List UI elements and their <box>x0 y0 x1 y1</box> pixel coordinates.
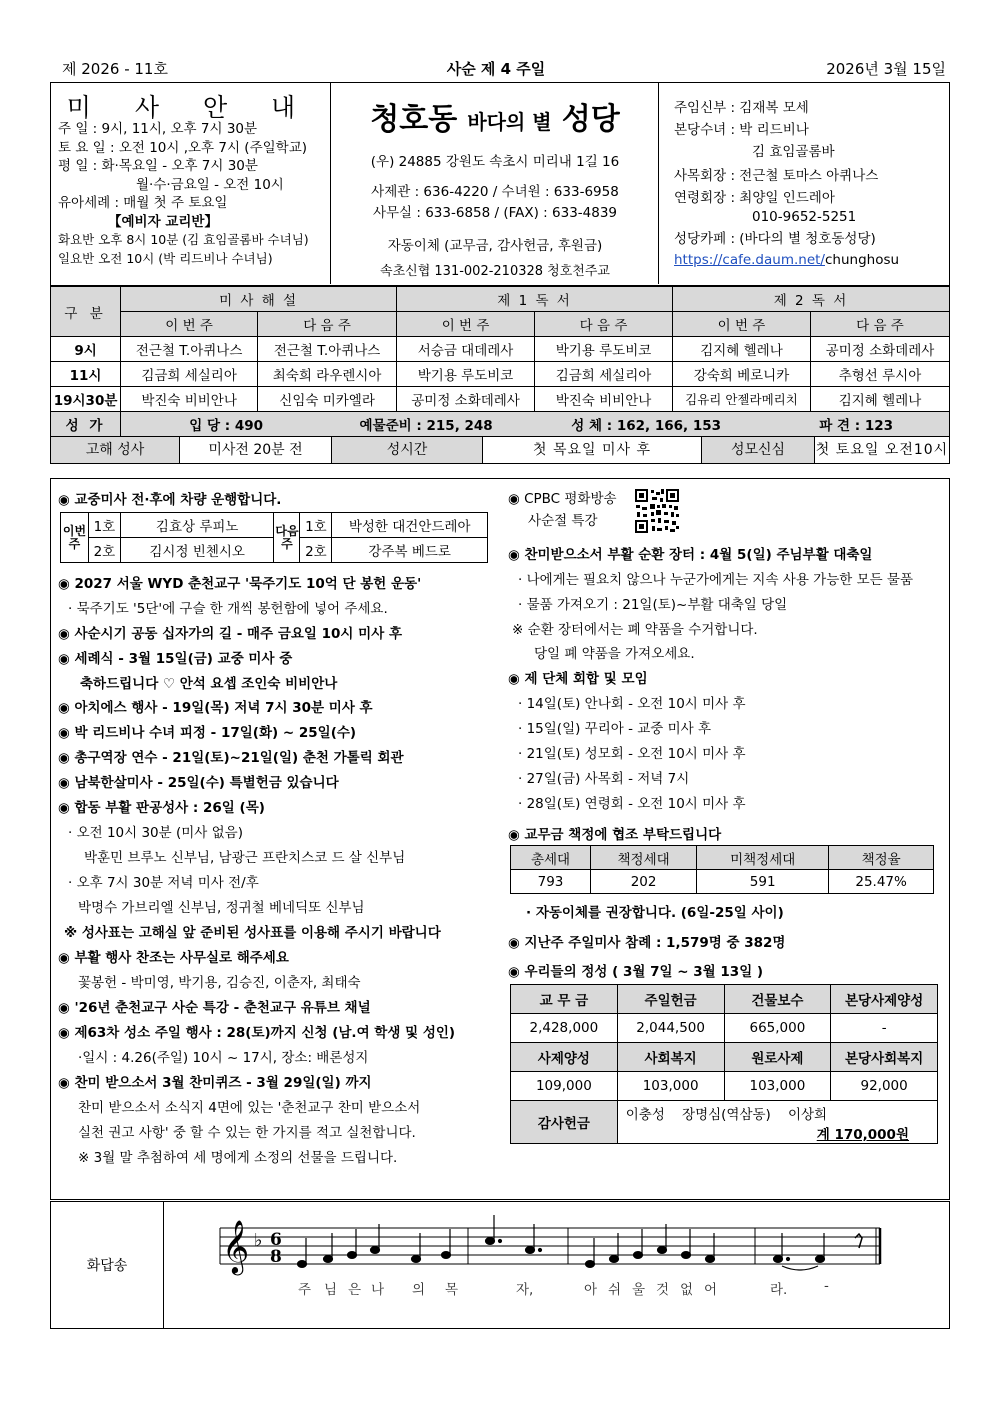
duty-cell: 공미정 소화데레사 <box>810 337 949 362</box>
lyric: 라. <box>770 1282 788 1298</box>
lyric: 은 <box>348 1282 362 1298</box>
church-name <box>332 94 658 138</box>
notice-item: ◉ 2027 서울 WYD 춘천교구 '묵주기도 10억 단 봉헌 운동' <box>58 576 422 592</box>
mass-line: 토 요 일 : 오전 10시 ,오후 7시 (주일학교) <box>58 139 308 156</box>
group-header: 제 1 독 서 <box>397 287 673 312</box>
issue-number: 제 2026 - 11호 <box>62 60 168 78</box>
mass-line: 일요반 오전 10시 (박 리드비나 수녀님) <box>58 250 273 266</box>
table-row <box>51 337 950 362</box>
thanks-label: 감사헌금 <box>511 1101 618 1144</box>
cpbc-notice <box>508 488 617 532</box>
notice-item: ◉ 합동 부활 판공성사 : 26일 (목) <box>58 800 265 816</box>
notice-item: ·일시 : 4.26(주일) 10시 ~ 17시, 장소: 배론성지 <box>78 1050 369 1066</box>
offering-header: 교 무 금 <box>511 985 618 1014</box>
treble-clef-icon: 𝄞 <box>222 1219 250 1273</box>
offering-value: 103,000 <box>617 1072 724 1101</box>
notice-item: · 물품 가져오기 : 21일(토)~부활 대축일 당일 <box>518 597 788 613</box>
staff-line: 사목회장 : 전근철 토마스 아퀴나스 <box>674 168 879 184</box>
church-address: (우) 24885 강원도 속초시 미리내 1길 16 <box>370 154 620 170</box>
duty-cell: 김유리 안젤라메리치 <box>673 387 811 412</box>
choir-item: 입 당 : 490 <box>189 418 263 434</box>
church-name-b: 바다의 별 <box>467 110 552 134</box>
notice-item: · 오후 7시 30분 저녁 미사 전/후 <box>68 875 259 891</box>
offering-header: 원로사제 <box>724 1043 831 1072</box>
vehicle-next-label: 다음주 <box>274 513 300 563</box>
offering-header: 사회복지 <box>617 1043 724 1072</box>
time-sig-top: 6 <box>270 1230 282 1250</box>
choir-items <box>121 414 949 434</box>
duty-cell: 박진숙 비비안나 <box>121 387 258 412</box>
lyric: - <box>824 1278 829 1294</box>
vehicle-no: 2호 <box>300 538 332 563</box>
duty-cell: 박기용 루도비코 <box>535 337 673 362</box>
offering-value: 103,000 <box>724 1072 831 1101</box>
duty-cell: 전근철 T.아퀴나스 <box>121 337 258 362</box>
lyric: 나 <box>371 1282 385 1298</box>
choir-item: 예물준비 : 215, 248 <box>359 418 493 434</box>
notice-item: ◉ 교무금 책정에 협조 부탁드립니다 <box>508 827 722 843</box>
table-row <box>51 387 950 412</box>
lyric: 님 <box>324 1282 338 1298</box>
church-name-a: 청호동 <box>370 102 458 137</box>
qr-code-icon[interactable] <box>634 488 680 534</box>
notice-item: ◉ '26년 춘천교구 사순 특강 - 춘천교구 유튜브 채널 <box>58 1000 371 1016</box>
rosary-label: 성모신심 <box>702 437 815 463</box>
notice-item: · 14일(토) 안나회 - 오전 10시 미사 후 <box>518 696 746 712</box>
offering-header: 본당사회복지 <box>831 1043 938 1072</box>
psalm-label: 화답송 <box>86 1258 128 1274</box>
notice-item: ※ 성사표는 고해실 앞 준비된 성사표를 이용해 주시기 바랍니다 <box>64 925 441 941</box>
notice-item: ◉ 제 단체 회합 및 모임 <box>508 671 648 687</box>
vehicle-driver: 강주복 베드로 <box>332 538 488 563</box>
notice-item: ※ 순환 장터에서는 폐 약품을 수거합니다. <box>512 622 758 638</box>
staff-line: 본당수녀 : 박 리드비나 <box>674 122 809 138</box>
vehicle-driver: 김시정 빈첸시오 <box>120 538 274 563</box>
offering-header: 주일헌금 <box>617 985 724 1014</box>
offering-value: 665,000 <box>724 1014 831 1043</box>
lyric: 자, <box>516 1282 534 1298</box>
duty-cell: 김금희 세실리아 <box>535 362 673 387</box>
notice-item: 축하드립니다 ♡ 안석 요셉 조인숙 비비안나 <box>80 676 338 692</box>
divider <box>658 82 659 284</box>
mass-title: 미 사 안 내 <box>66 93 314 122</box>
cafe-link[interactable]: https://cafe.daum.net/ <box>674 252 825 268</box>
staff-line: 김 효임골롬바 <box>752 144 835 160</box>
holyhour-value: 첫 목요일 미사 후 <box>483 437 702 463</box>
notice-item: ◉ 아치에스 행사 - 19일(목) 저녁 7시 30분 미사 후 <box>58 700 373 716</box>
col-gubun: 구 분 <box>51 287 121 337</box>
dues-header: 책정세대 <box>591 846 697 870</box>
choir-item: 파 견 : 123 <box>819 418 893 434</box>
lyric: 쉬 <box>608 1282 622 1298</box>
dues-value: 25.47% <box>829 870 934 894</box>
right-notices <box>508 543 938 843</box>
rosary-value: 첫 토요일 오전10시 <box>815 442 949 458</box>
autopay-note: · 자동이체를 권장합니다. (6일-25일 사이) <box>526 905 784 921</box>
offering-value: 109,000 <box>511 1072 618 1101</box>
duty-cell: 김금희 세실리아 <box>121 362 258 387</box>
duty-cell: 추형선 루시아 <box>810 362 949 387</box>
vehicle-no: 2호 <box>88 538 120 563</box>
lyric: 주 <box>298 1282 312 1298</box>
mass-schedule <box>58 120 309 268</box>
notice-item: · 27일(금) 사목회 - 저녁 7시 <box>518 771 690 787</box>
church-name-c: 성당 <box>561 102 620 137</box>
notice-item: · 나에게는 필요치 않으나 누군가에게는 지속 사용 가능한 모든 물품 <box>518 572 914 588</box>
offering-title: ◉ 우리들의 정성 ( 3월 7일 ~ 3월 13일 ) <box>508 964 764 980</box>
row-time: 11시 <box>51 362 121 387</box>
offering-header: 본당사제양성 <box>831 985 938 1014</box>
lyric: 아 <box>584 1282 598 1298</box>
psalm-lyrics <box>290 1278 850 1298</box>
dues-header: 책정율 <box>829 846 934 870</box>
notice-item: ◉ 총구역장 연수 - 21일(토)~21일(일) 춘천 가톨릭 회관 <box>58 750 404 766</box>
thanks-names: 이충성 장명심(역삼동) 이상희 <box>625 1107 828 1123</box>
notice-item: · 오전 10시 30분 (미사 없음) <box>68 825 243 841</box>
notice-item: 박명수 가브리엘 신부님, 정귀철 베네딕또 신부님 <box>78 900 365 916</box>
row-time: 9시 <box>51 337 121 362</box>
confession-row <box>50 437 950 464</box>
lyric: 목 <box>445 1282 459 1298</box>
vehicle-table <box>60 512 488 563</box>
offering-value: 2,428,000 <box>511 1014 618 1043</box>
notice-item: ◉ 사순시기 공동 십자가의 길 - 매주 금요일 10시 미사 후 <box>58 626 402 642</box>
choir-row <box>121 412 950 437</box>
duty-cell: 공미정 소화데레사 <box>397 387 535 412</box>
sub-header: 이 번 주 <box>397 312 535 337</box>
vehicle-driver: 김효상 루피노 <box>120 513 274 538</box>
notice-item: 꽃봉헌 - 박미영, 박기용, 김승진, 이춘자, 최태숙 <box>78 975 361 991</box>
duty-cell: 서승금 대데레사 <box>397 337 535 362</box>
duty-cell: 신임숙 미카엘라 <box>258 387 397 412</box>
duty-cell: 김지혜 헬레나 <box>673 337 811 362</box>
cpbc-title: ◉ CPBC 평화방송 <box>508 491 617 507</box>
lyric: 어 <box>704 1282 718 1298</box>
duty-cell: 박기용 루도비코 <box>397 362 535 387</box>
church-phone2: 사무실 : 633-6858 / (FAX) : 633-4839 <box>372 205 618 221</box>
notice-item: ◉ 박 리드비나 수녀 피정 - 17일(화) ~ 25일(수) <box>58 725 357 741</box>
notice-item: ※ 3월 말 추첨하여 세 명에게 소정의 선물을 드립니다. <box>78 1150 398 1166</box>
notice-item: ◉ 부활 행사 찬조는 사무실로 해주세요 <box>58 950 289 966</box>
notice-item: · 묵주기도 '5단'에 구슬 한 개씩 봉헌함에 넣어 주세요. <box>68 601 388 617</box>
vehicle-title: ◉ 교중미사 전·후에 차량 운행합니다. <box>58 492 282 508</box>
sub-header: 다 음 주 <box>258 312 397 337</box>
church-account: 속초신협 131-002-210328 청호천주교 <box>380 264 610 279</box>
thanks-total: 계 170,000원 <box>816 1127 909 1143</box>
duty-cell: 전근철 T.아퀴나스 <box>258 337 397 362</box>
duty-cell: 최숙희 라우렌시아 <box>258 362 397 387</box>
notice-item: ◉ 찬미받으소서 부활 순환 장터 : 4월 5(일) 주님부활 대축일 <box>508 547 873 563</box>
sub-header: 이 번 주 <box>121 312 258 337</box>
notice-item: ◉ 남북한살미사 - 25일(수) 특별헌금 있습니다 <box>58 775 339 791</box>
notice-item: ◉ 세례식 - 3월 15일(금) 교중 미사 중 <box>58 651 293 667</box>
cafe-suffix: chunghosu <box>824 252 900 268</box>
lyric: 울 <box>632 1282 646 1298</box>
mass-line: 유아세례 : 매월 첫 주 토요일 <box>58 195 228 211</box>
vehicle-this-label: 이번주 <box>61 513 89 563</box>
dues-value: 591 <box>697 870 829 894</box>
offering-table <box>510 984 938 1144</box>
notice-item: 찬미 받으소서 소식지 4면에 있는 '춘천교구 찬미 받으소서 <box>78 1100 421 1116</box>
offering-header: 건물보수 <box>724 985 831 1014</box>
choir-item: 성 체 : 162, 166, 153 <box>571 418 722 434</box>
flat-icon: ♭ <box>254 1230 263 1251</box>
staff-list <box>674 96 899 272</box>
holyhour-label: 성시간 <box>332 437 483 463</box>
notice-item: · 21일(토) 성모회 - 오전 10시 미사 후 <box>518 746 746 762</box>
duty-cell: 강숙희 베로니카 <box>673 362 811 387</box>
mass-line: 월·수·금요일 - 오전 10시 <box>136 176 284 193</box>
mass-line: 평 일 : 화·목요일 - 오후 7시 30분 <box>58 158 258 174</box>
mass-line: 【예비자 교리반】 <box>108 213 218 230</box>
duty-table <box>50 286 950 437</box>
vehicle-no: 1호 <box>300 513 332 538</box>
dues-value: 793 <box>511 870 591 894</box>
offering-value: - <box>831 1014 938 1043</box>
time-sig-bottom: 8 <box>270 1247 282 1267</box>
table-row <box>51 362 950 387</box>
offering-header: 사제양성 <box>511 1043 618 1072</box>
choir-label: 성 가 <box>51 412 121 437</box>
notice-item: 당일 폐 약품을 가져오세요. <box>534 646 695 662</box>
sub-header: 이 번 주 <box>673 312 811 337</box>
dues-header: 미책정세대 <box>697 846 829 870</box>
dues-header: 총세대 <box>511 846 591 870</box>
notice-item: ◉ 제63차 성소 주일 행사 : 28(토)까지 신청 (남.여 학생 및 성인) <box>58 1025 456 1041</box>
staff-line: 주임신부 : 김재복 모세 <box>674 100 809 116</box>
divider <box>330 82 331 284</box>
duty-cell: 박진숙 비비안나 <box>535 387 673 412</box>
sub-header: 다 음 주 <box>810 312 949 337</box>
divider <box>163 1201 164 1328</box>
lyric: 의 <box>412 1282 426 1298</box>
left-notices <box>58 572 498 1172</box>
mass-line: 화요반 오후 8시 10분 (김 효임골롬바 수녀님) <box>58 232 309 247</box>
offering-value: 2,044,500 <box>617 1014 724 1043</box>
sub-header: 다 음 주 <box>535 312 673 337</box>
duty-cell: 김지혜 헬레나 <box>810 387 949 412</box>
group-header: 제 2 독 서 <box>673 287 950 312</box>
notice-item: · 28일(토) 연령회 - 오전 10시 미사 후 <box>518 796 746 812</box>
staff-line: 연령회장 : 최양일 인드레아 <box>674 190 835 206</box>
dues-value: 202 <box>591 870 697 894</box>
row-time: 19시30분 <box>51 387 121 412</box>
staff-line: 성당카페 : (바다의 별 청호동성당) <box>674 231 876 247</box>
staff-line: 010-9652-5251 <box>752 209 857 225</box>
cpbc-subtitle: 사순절 특강 <box>528 513 598 529</box>
church-transfer: 자동이체 (교무금, 감사헌금, 후원금) <box>387 238 603 254</box>
bulletin-date: 2026년 3월 15일 <box>826 60 946 78</box>
offering-value: 92,000 <box>831 1072 938 1101</box>
thanks-cell <box>617 1101 937 1144</box>
vehicle-no: 1호 <box>88 513 120 538</box>
mass-line: 주 일 : 9시, 11시, 오후 7시 30분 <box>58 121 258 137</box>
notice-item: · 15일(일) 꾸리아 - 교중 미사 후 <box>518 721 712 737</box>
attendance: ◉ 지난주 주일미사 참례 : 1,579명 중 382명 <box>508 935 786 951</box>
notice-item: 실천 권고 사항' 중 할 수 있는 한 가지를 적고 실천합니다. <box>78 1125 416 1141</box>
group-header: 미 사 해 설 <box>121 287 397 312</box>
notice-item: ◉ 찬미 받으소서 3월 찬미퀴즈 - 3월 29일(일) 까지 <box>58 1075 372 1091</box>
confession-label: 고해 성사 <box>51 437 180 463</box>
confession-value: 미사전 20분 전 <box>180 437 332 463</box>
lyric: 없 <box>680 1282 694 1298</box>
notice-item: 박훈민 브루노 신부님, 남광근 프란치스코 드 살 신부님 <box>84 850 406 866</box>
liturgical-week: 사순 제 4 주일 <box>446 60 546 78</box>
lyric: 것 <box>656 1282 670 1298</box>
church-phone1: 사제관 : 636-4220 / 수녀원 : 633-6958 <box>371 184 619 200</box>
vehicle-driver: 박성한 대건안드레아 <box>332 513 488 538</box>
dues-table <box>510 845 934 894</box>
